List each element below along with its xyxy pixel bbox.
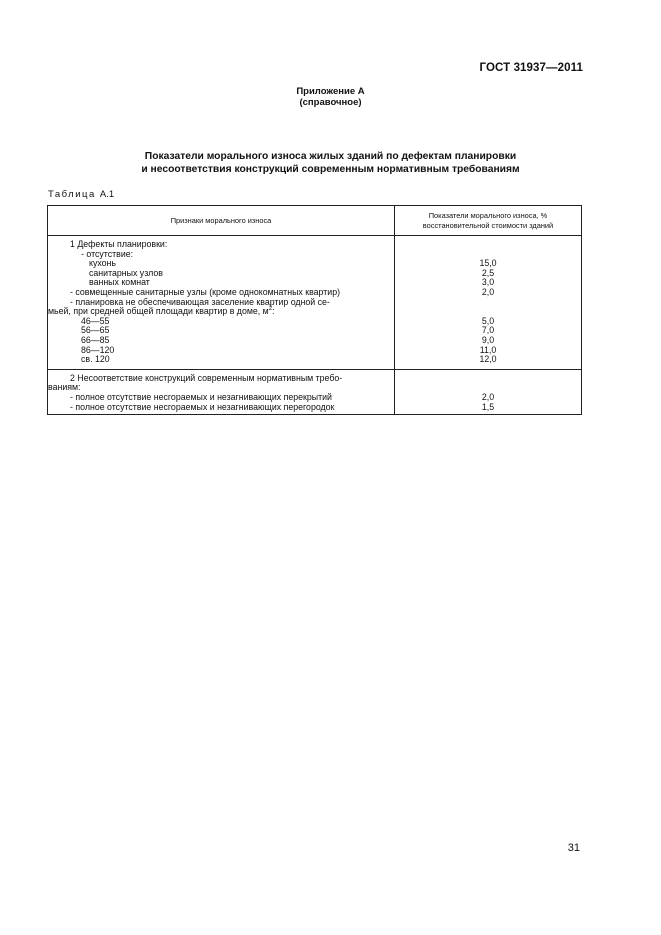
layout-line-2-text: мьей, при средней общей площади квартир в доме, м	[48, 306, 269, 317]
combined-value: 2,0	[481, 286, 495, 297]
group-2-criteria	[48, 369, 395, 414]
area-3-label: 66—85	[81, 334, 110, 345]
area-unit-superscript: 2	[268, 306, 273, 313]
area-1-label: 46—55	[81, 315, 110, 326]
header-criteria: Признаки морального износа	[48, 206, 395, 236]
kitchens-value: 15,0	[479, 258, 497, 269]
appendix-heading	[0, 86, 661, 108]
area-2-value: 7,0	[481, 325, 495, 336]
table-row-group-1	[48, 236, 582, 370]
wear-table	[47, 205, 582, 415]
group-2-title-line-2: ваниям:	[48, 382, 81, 393]
appendix-subtitle: (справочное)	[299, 97, 362, 108]
table-caption	[48, 189, 114, 200]
floors-value: 2,0	[481, 391, 495, 402]
floors-label: - полное отсутствие несгораемых и незагнивающих перекрытий	[70, 391, 332, 402]
area-5-value: 12,0	[479, 354, 497, 365]
document-code: ГОСТ 31937—2011	[479, 62, 583, 74]
bath-rooms-label: ванных комнат	[89, 277, 150, 288]
area-3-value: 9,0	[481, 334, 495, 345]
title-line-2: и несоответствия конструкций современным нормативным требованиям	[141, 164, 520, 175]
table-row-group-2	[48, 369, 582, 414]
group-1-values	[395, 236, 582, 370]
header-indicators	[395, 206, 582, 236]
area-1-value: 5,0	[481, 315, 495, 326]
group-1-criteria	[48, 236, 395, 370]
partitions-label: - полное отсутствие несгораемых и незагнивающих перегородок	[70, 401, 335, 412]
header-indicators-line-2: восстановительной стоимости зданий	[422, 220, 554, 230]
partitions-value: 1,5	[481, 401, 495, 412]
bathrooms-value: 2,5	[481, 267, 495, 278]
area-5-label: св. 120	[81, 354, 110, 365]
kitchens-label: кухонь	[89, 258, 116, 269]
absence-label: - отсутствие:	[81, 248, 134, 259]
appendix-title: Приложение А	[296, 86, 365, 97]
table-header-row	[48, 206, 582, 236]
area-4-label: 86—120	[81, 344, 115, 355]
bath-rooms-value: 3,0	[481, 277, 495, 288]
table-caption-number: А.1	[99, 189, 115, 200]
group-2-values	[395, 369, 582, 414]
bathrooms-label: санитарных узлов	[89, 267, 163, 278]
area-2-label: 56—65	[81, 325, 110, 336]
group-2-title-line-1: 2 Несоответствие конструкций современным нормативным требо-	[70, 372, 343, 383]
layout-line-2-tail: :	[272, 306, 275, 317]
page-number: 31	[567, 842, 580, 854]
title-line-1: Показатели морального износа жилых зданий по дефектам планировки	[144, 151, 517, 162]
combined-label: - совмещенные санитарные узлы (кроме однокомнатных квартир)	[70, 286, 341, 297]
table-caption-word: Таблица	[48, 189, 96, 200]
layout-line-1: - планировка не обеспечивающая заселение квартир одной се-	[70, 296, 330, 307]
document-title	[0, 150, 661, 176]
area-4-value: 11,0	[479, 344, 497, 355]
header-indicators-line-1: Показатели морального износа, %	[428, 210, 548, 220]
group-1-title: 1 Дефекты планировки:	[70, 239, 168, 249]
